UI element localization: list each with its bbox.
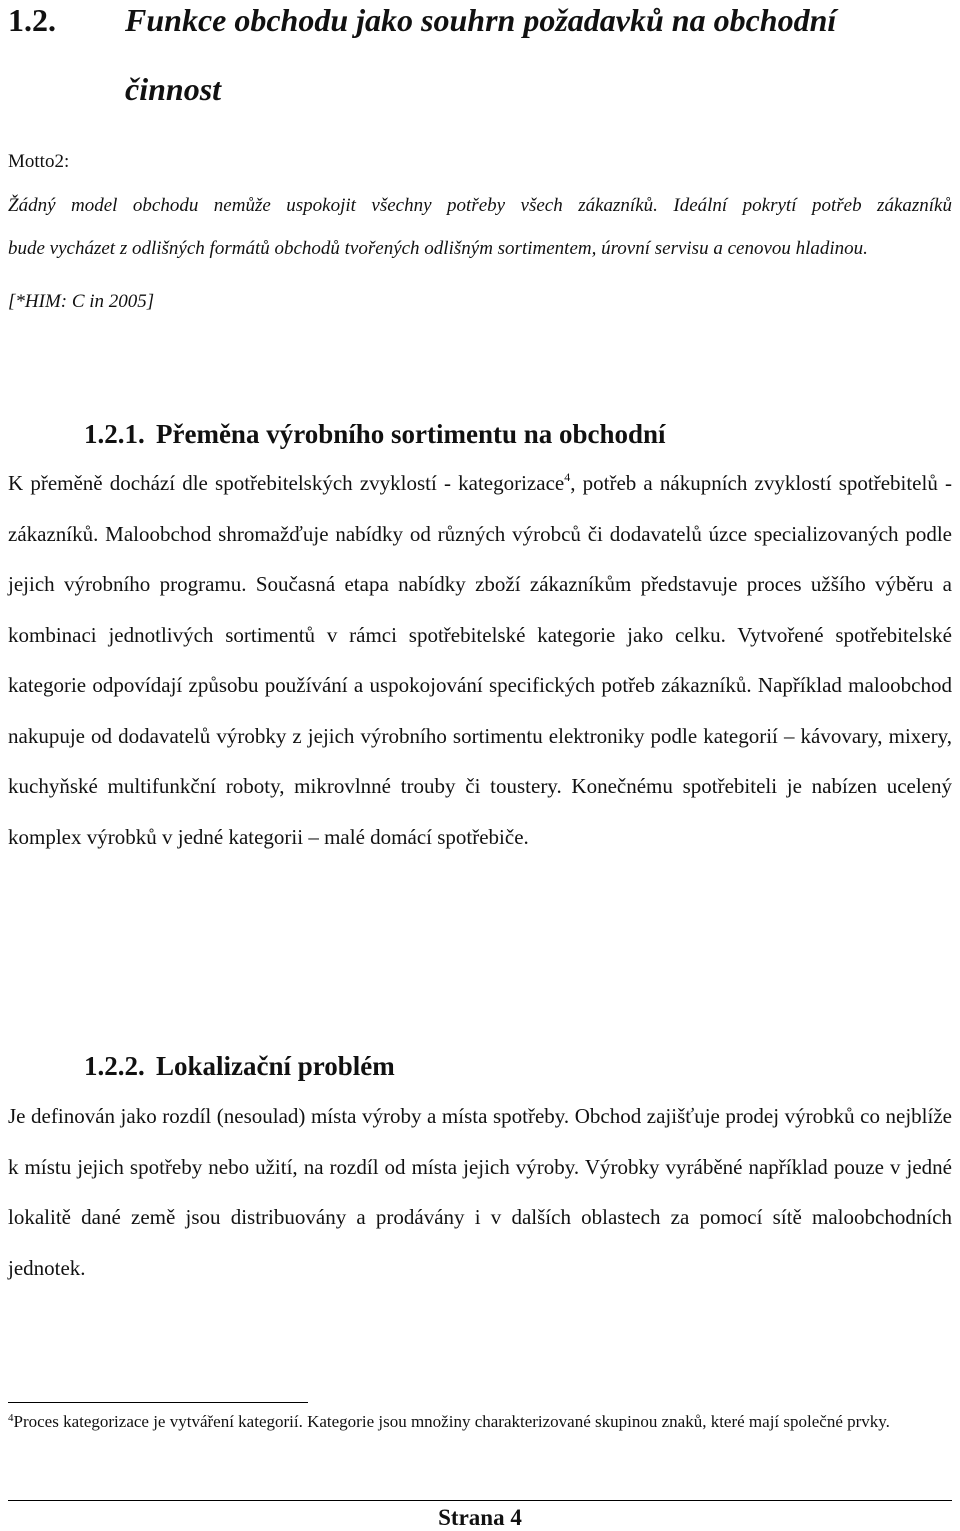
section-title-line1: Funkce obchodu jako souhrn požadavků na obchodní — [125, 2, 837, 38]
subsection-title: Přeměna výrobního sortimentu na obchodní — [156, 419, 666, 449]
subsection-number: 1.2.1. — [84, 419, 145, 449]
footer-rule — [8, 1500, 952, 1501]
motto-line-1: Žádný model obchodu nemůže uspokojit všechny potřeby všech zákazníků. Ideální pokrytí potřeb zákazníků — [8, 195, 952, 216]
paragraph-text-rest: , potřeb a nákupních zvyklostí spotřebitelů - zákazníků. Maloobchod shromažďuje nabídky od různých výrobců či dodavatelů úzce specializovaných podle jejich výrobního programu. Současná etapa nabídky zboží zákazníkům představuje proces užšího výběru a kombinaci jednotlivých sortimentů v rámci spotřebitelské kategorie jako celku. Vytvořené spotřebitelské kategorie odpovídají způsobu používání a uspokojování specifických potřeb zákazníků. Například maloobchod nakupuje od dodavatelů výrobky z jejich výrobního sortimentu elektroniky podle kategorií – kávovary, mixery, kuchyňské multifunkční roboty, mikrovlnné trouby či toustery. Konečnému spotřebiteli je nabízen ucelený komplex výrobků v jedné kategorii – malé domácí spotřebiče. — [8, 471, 952, 849]
page-number: Strana 4 — [438, 1505, 522, 1530]
subsection-number: 1.2.2. — [84, 1051, 145, 1081]
footnote — [8, 1410, 900, 1434]
subsection-paragraph — [8, 1091, 952, 1293]
paragraph-text: Je definován jako rozdíl (nesoulad) místa výroby a místa spotřeby. Obchod zajišťuje prodej výrobků co nejblíže k místu jejich spotřeby nebo užití, na rozdíl od místa jejich výroby. Výrobky vyráběné například pouze v jedné lokalitě dané země jsou distribuovány a prodávány i v dalších oblastech za pomocí sítě maloobchodních jednotek. — [8, 1104, 952, 1280]
motto-source: [*HIM: C in 2005] — [8, 291, 155, 312]
footnote-text: Proces kategorizace je vytváření kategorií. Kategorie jsou množiny charakterizované skupinou znaků, které mají společné prvky. — [13, 1412, 890, 1431]
subsection-title: Lokalizační problém — [156, 1051, 395, 1081]
subsection-heading — [84, 1051, 960, 1082]
section-heading — [0, 0, 960, 140]
motto-line-2: bude vycházet z odlišných formátů obchodů tvořených odlišným sortimentem, úrovní servisu a cenovou hladinou. — [8, 238, 868, 259]
footnote-reference: 4 — [564, 470, 571, 484]
paragraph-text-start: K přeměně dochází dle spotřebitelských zvyklostí - kategorizace — [8, 471, 565, 495]
motto-label: Motto2: — [8, 151, 70, 172]
subsection-paragraph — [8, 458, 952, 862]
section-title-line2: činnost — [125, 71, 222, 107]
footnote-separator — [8, 1402, 308, 1403]
section-number: 1.2. — [8, 2, 56, 38]
subsection-heading — [84, 419, 960, 450]
footnote-number: 4 — [8, 1412, 14, 1424]
